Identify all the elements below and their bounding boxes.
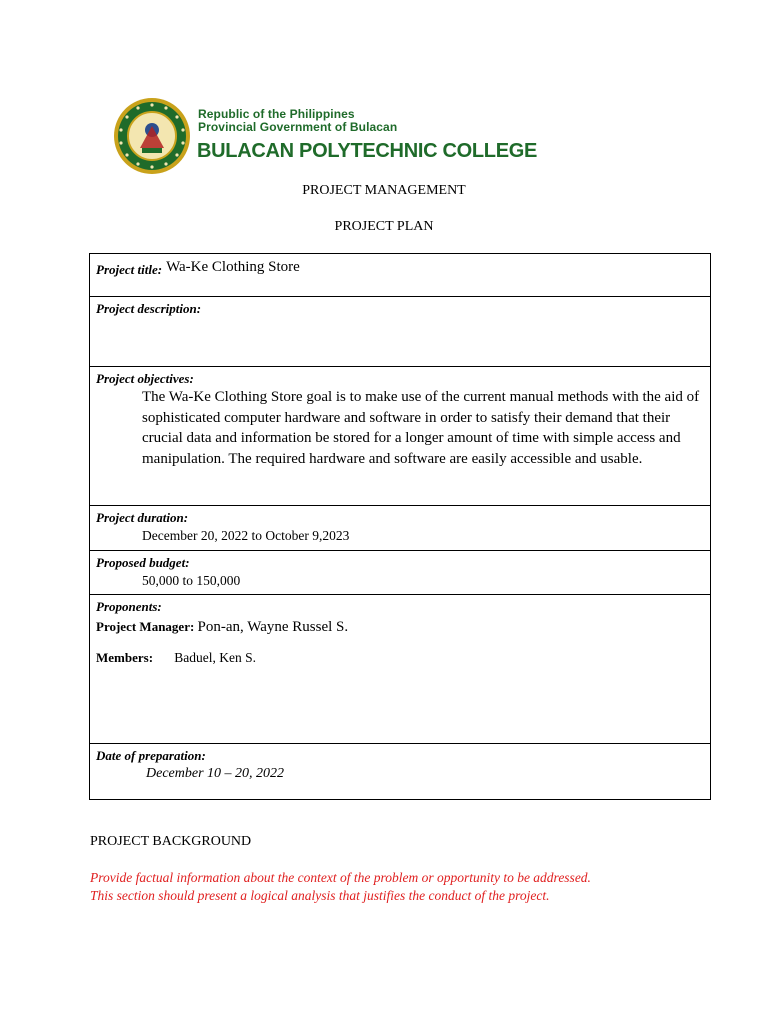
project-description-label: Project description: <box>96 301 202 316</box>
document-heading-project-management: PROJECT MANAGEMENT <box>302 183 466 198</box>
proposed-budget-value: 50,000 to 150,000 <box>142 573 241 588</box>
row-date-of-preparation <box>90 744 710 799</box>
document-heading-project-plan: PROJECT PLAN <box>334 219 434 234</box>
instruction-line-2: This section should present a logical analysis that justifies the conduct of the project. <box>90 888 550 903</box>
row-project-objectives <box>90 367 710 506</box>
members-value: Baduel, Ken S. <box>174 650 257 665</box>
members-line <box>96 650 704 666</box>
project-duration-label: Project duration: <box>96 510 189 525</box>
row-proposed-budget <box>90 551 710 595</box>
project-objectives-text: The Wa-Ke Clothing Store goal is to make use of the current manual methods with the aid of sophisticated computer hardware and software in order to satisfy their demand that their crucial data and information be stored for a longer amount of time with simple access and manipulation. The required hardware and software are easily accessible and usable. <box>142 389 700 467</box>
project-manager-line <box>96 619 704 636</box>
row-project-description <box>90 297 710 367</box>
row-project-duration <box>90 506 710 551</box>
row-proponents <box>90 595 710 744</box>
date-of-preparation-label: Date of preparation: <box>96 748 206 763</box>
project-manager-value: Pon-an, Wayne Russel S. <box>197 619 349 635</box>
date-of-preparation-value: December 10 – 20, 2022 <box>146 766 285 781</box>
instruction-line-1: Provide factual information about the context of the problem or opportunity to be addressed. <box>90 870 591 885</box>
college-name: BULACAN POLYTECHNIC COLLEGE <box>197 140 538 162</box>
project-title-value: Wa-Ke Clothing Store <box>166 259 300 275</box>
project-title-label: Project title: <box>96 262 163 277</box>
project-manager-label: Project Manager: <box>96 619 195 634</box>
college-seal-icon <box>112 96 192 176</box>
project-duration-value: December 20, 2022 to October 9,2023 <box>142 528 350 543</box>
government-line-1: Republic of the Philippines <box>198 107 355 121</box>
members-label: Members: <box>96 650 154 665</box>
government-line-2: Provincial Government of Bulacan <box>198 120 398 134</box>
project-plan-table <box>89 253 711 800</box>
project-objectives-label: Project objectives: <box>96 371 194 386</box>
proponents-label: Proponents: <box>96 599 162 614</box>
project-background-instructions <box>90 869 710 905</box>
letterhead <box>112 96 538 176</box>
proposed-budget-label: Proposed budget: <box>96 555 190 570</box>
row-project-title <box>90 254 710 297</box>
project-background-heading: PROJECT BACKGROUND <box>90 834 252 849</box>
